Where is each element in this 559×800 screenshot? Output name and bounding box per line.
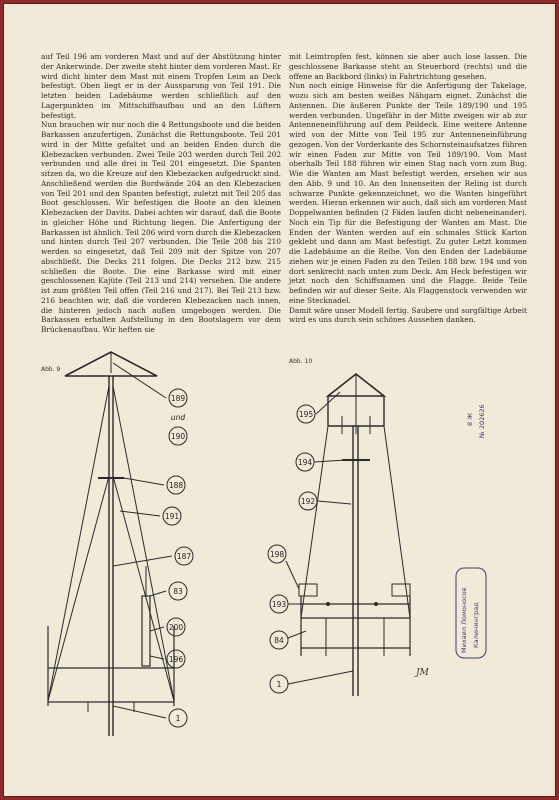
- right-paragraph-1: mit Leimtropfen fest, können sie aber auch lose lassen. Die geschlossene Barkasse steht an Steuerbord (rechts) und die offene an Backbord (links) in Fahrtrichtung gesehen.: [289, 52, 527, 81]
- callout-188: 188: [168, 481, 184, 490]
- document-page: [6, 6, 553, 794]
- figure-9-drawing: [48, 352, 193, 736]
- figure-10-drawing: [268, 374, 410, 696]
- figure-9-label: Abb. 9: [41, 366, 61, 373]
- upper-stamp: [466, 404, 486, 439]
- technical-drawings: [6, 6, 553, 794]
- svg-text:8 Ж: 8 Ж: [466, 412, 474, 426]
- drawing-signature: JM: [416, 668, 429, 678]
- figure-10-label: Abb. 10: [289, 358, 313, 365]
- callout-200: 200: [168, 623, 184, 632]
- left-paragraph-2: Nun brauchen wir nur noch die 4 Rettungsboote und die beiden Barkassen anzufertigen. Zunächst die Rettungsboote. Teil 201 wird in der Mitte gefaltet und an beiden Enden durch die Klebezacken verbunden. Zwei Teile 203 werden durch Teil 202 verbunden und alle drei in Teil 201 eingesetzt. Die Spanten sitzen da, wo die Kreuze auf den Klebezacken aufgedruckt sind. Anschließend werden die Bordwände 204 an den Klebezacken von Teil 201 und den Spanten befestigt, zuletzt mit Teil 205 das Boot geschlossen. Wir befestigen die Boote an den kleinen Klebezacken der Davits. Dabei achten wir darauf, daß die Boote in gleicher Höhe und Richtung liegen. Die Anfertigung der Barkassen ist ähnlich. Teil 206 wird vorn durch die Klebezacken und hinten durch Teil 207 verbunden. Die Teile 208 bis 210 werden so eingesetzt, daß Teil 209 mit der Spitze von 207 abschließt. Die Decks 211 folgen. Die Decks 212 bzw. 215 schließen die Boote. Die eine Barkasse wird mit einer geschlossenen Kajüte (Teil 213 und 214) versehen. Die andere ist zum größten Teil offen (Teil 216 und 217). Bei Teil 213 bzw. 216 beachten wir, daß die vorderen Klebezacken nach innen, die hinteren jedoch nach außen umgebogen werden. Die Barkassen erhalten Aufstellung in den Bootslagern vor dem Brückenaufbau. Wir heften sie: [41, 120, 281, 334]
- callout-194: 194: [297, 458, 313, 467]
- callout-187: 187: [176, 552, 192, 561]
- callout-84: 84: [274, 636, 284, 645]
- right-paragraph-2: Nun noch einige Hinweise für die Anfertigung der Takelage, wozu sich am besten weißes Nähgarn eignet. Zunächst die Antennen. Die äußeren Punkte der Teile 189/190 und 195 werden verbunden. Ungefähr in der Mitte zweigen wir ab zur Antenneneinführung auf dem Peildeck. Eine weitere Antenne wird von der Mitte von Teil 195 zur Antenneneinführung gezogen. Von der Vorderkante des Schornsteinaufsatzes führen wir einen Faden zur Mitte von Teil 189/190. Vom Mast oberhalb Teil 188 führen wir einen Stag nach vorn zum Bug. Wie die Wanten am Mast befestigt werden, ersehen wir aus den Abb. 9 und 10. An den Innenseiten der Reling ist durch schwarze Punkte gekennzeichnet, wo die Wanten hingeführt werden. Hieran erkennen wir auch, daß sich am vorderen Mast Doppelwanten befinden (2 Fäden laufen dicht nebeneinander). Noch ein Tip für die Befestigung der Wanten am Mast. Die Enden der Wanten werden auf ein schmales Stück Karton geklebt und dann am Mast befestigt. Zu guter Letzt kommen die Ladebäume an die Reihe. Von den Enden der Ladebäume ziehen wir je einen Faden zu den Teilen 188 bzw. 194 und von dort senkrecht nach unten zum Deck. Am Heck befestigen wir jetzt noch den Schiffsnamen und die Flagge. Beide Teile befinden wir auf dieser Seite. Als Flaggenstock verwenden wir eine Stecknadel.: [289, 81, 527, 305]
- callout-und: und: [170, 413, 186, 422]
- callout-191: 191: [164, 512, 180, 521]
- callout-195: 195: [298, 410, 314, 419]
- right-paragraph-3: Damit wäre unser Modell fertig. Saubere und sorgfältige Arbeit wird es uns durch sein schönes Aussehen danken.: [289, 305, 527, 325]
- callout-1-fig10: 1: [276, 680, 282, 689]
- callout-189: 189: [170, 394, 186, 403]
- page-frame: [3, 3, 556, 797]
- svg-text:№ 202626: № 202626: [478, 404, 486, 438]
- callout-1-fig9: 1: [175, 714, 181, 723]
- left-paragraph-1: auf Teil 196 am vorderen Mast und auf der Abstützung hinter der Ankerwinde. Der zweite steht hinter dem vorderen Mast. Er wird dicht hinter dem Mast mit einem Tropfen Leim an Deck befestigt. Oben liegt er in der Aussparung von Teil 191. Die letzten beiden Ladebäume werden schließlich auf den Lagerpunkten im Mittschiffsaufbau und an den Lüftern befestigt.: [41, 52, 281, 120]
- callout-190: 190: [170, 432, 186, 441]
- callout-198: 198: [269, 550, 285, 559]
- svg-text:Калининград: Калининград: [472, 602, 480, 648]
- callout-83: 83: [173, 587, 183, 596]
- library-stamp: [456, 568, 486, 658]
- callout-192: 192: [300, 497, 316, 506]
- callout-196: 196: [168, 655, 184, 664]
- svg-text:Михаил Ломоносов: Михаил Ломоносов: [460, 587, 468, 653]
- callout-193: 193: [271, 600, 287, 609]
